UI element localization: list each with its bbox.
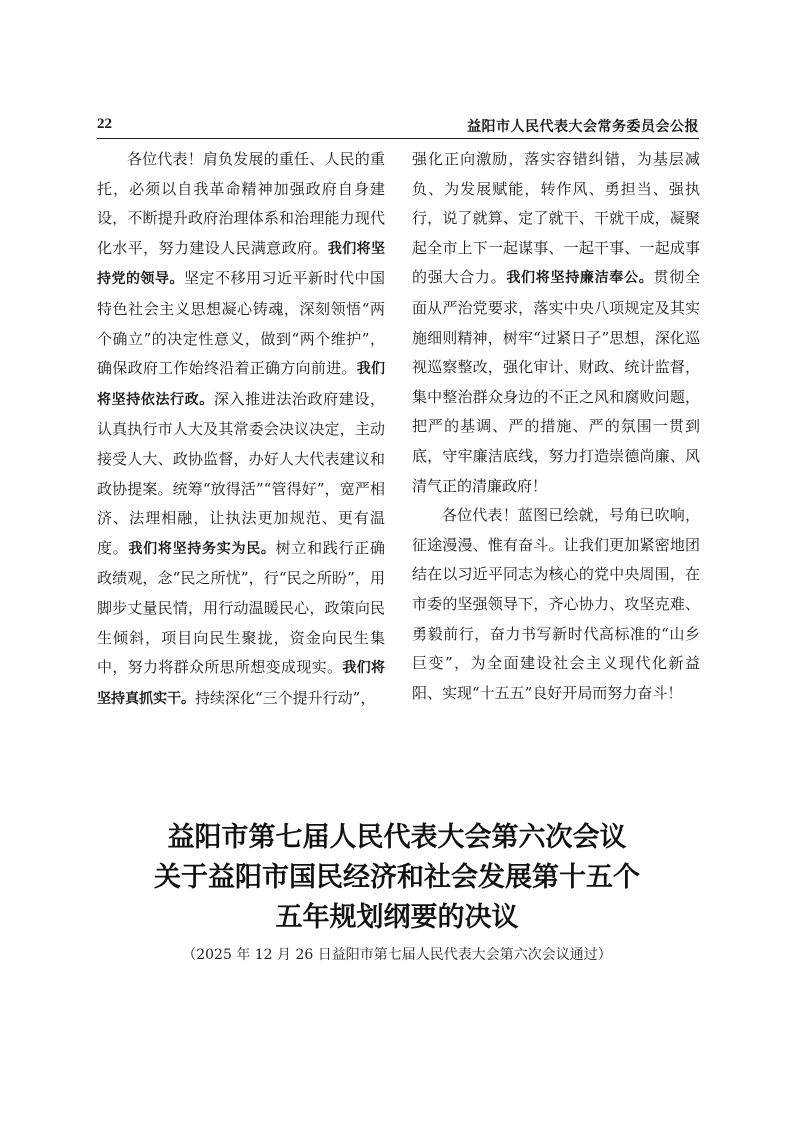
paragraph [97,145,385,714]
paragraph-text: 贯彻全面从严治党要求，落实中央八项规定及其实施细则精神，树牢“过紧日子”思想，深化巡视巡察整改，强化审计、财政、统计监督，集中整治群众身边的不正之风和腐败问题，把严的基调、严的措施、严的氛围一贯到底，守牢廉洁底线，努力打造崇德尚廉、风清气正的清廉政府！ [412,268,700,495]
resolution-subtitle: （2025 年 12 月 26 日益阳市第七届人民代表大会第六次会议通过） [182,947,612,963]
paragraph-text: 各位代表！肩负发展的重任、人民的重托，必须以自我革命精神加强政府自身建设，不断提升政府治理体系和治理能力现代化水平，努力建设人民满意政府。 [97,150,385,257]
paragraph-text: 坚定不移用习近平新时代中国特色社会主义思想凝心铸魂，深刻领悟“两个确立”的决定性意义，做到“两个维护”，确保政府工作始终沿着正确方向前进。 [97,269,385,378]
lead-sentence: 我们将坚持真抓实干。 [97,660,385,707]
paragraph [412,145,700,501]
paragraph [412,501,700,708]
lead-sentence: 我们将坚持党的领导。 [97,240,385,288]
right-column [412,145,700,708]
paragraph-text: 深入推进法治政府建设，认真执行市人大及其常委会决议决定，主动接受人大、政协监督，办好人大代表建议和政协提案。统筹“放得活”“管得好”，宽严相济、法理相融，让执法更加规范、更有温度。 [97,389,385,557]
resolution-title-block [80,818,714,966]
resolution-title-line-3: 五年规划纲要的决议 [275,902,519,933]
lead-sentence: 我们将坚持务实为民。 [128,540,276,557]
lead-sentence: 我们将坚持廉洁奉公。 [506,270,654,287]
page-header [97,114,699,139]
paragraph-text: 各位代表！蓝图已绘就，号角已吹响，征途漫漫、惟有奋斗。让我们更加紧密地团结在以习近平同志为核心的党中央周围，在市委的坚强领导下，齐心协力、攻坚克难、勇毅前行，奋力书写新时代高标准的“山乡巨变”，为全面建设社会主义现代化新益阳、实现“十五五”良好开局而努力奋斗！ [412,506,700,702]
paragraph-text: 持续深化“三个提升行动”， [195,688,376,707]
paragraph-text: 强化正向激励，落实容错纠错，为基层减负、为发展赋能，转作风、勇担当、强执行，说了就算、定了就干、干就干成，凝聚起全市上下一起谋事、一起干事、一起成事的强大合力。 [412,150,700,287]
journal-name: 益阳市人民代表大会常务委员会公报 [467,119,699,135]
lead-sentence: 我们将坚持依法行政。 [97,361,385,408]
paragraph-text: 树立和践行正确政绩观，念“民之所忧”，行“民之所盼”，用脚步丈量民情，用行动温暖民心，政策向民生倾斜，项目向民生聚拢，资金向民生集中，努力将群众所思所想变成现实。 [97,538,385,677]
resolution-title-line-2: 关于益阳市国民经济和社会发展第十五个 [154,862,640,893]
left-column [97,145,385,714]
page-number: 22 [97,116,112,132]
resolution-title-line-1: 益阳市第七届人民代表大会第六次会议 [167,822,627,853]
